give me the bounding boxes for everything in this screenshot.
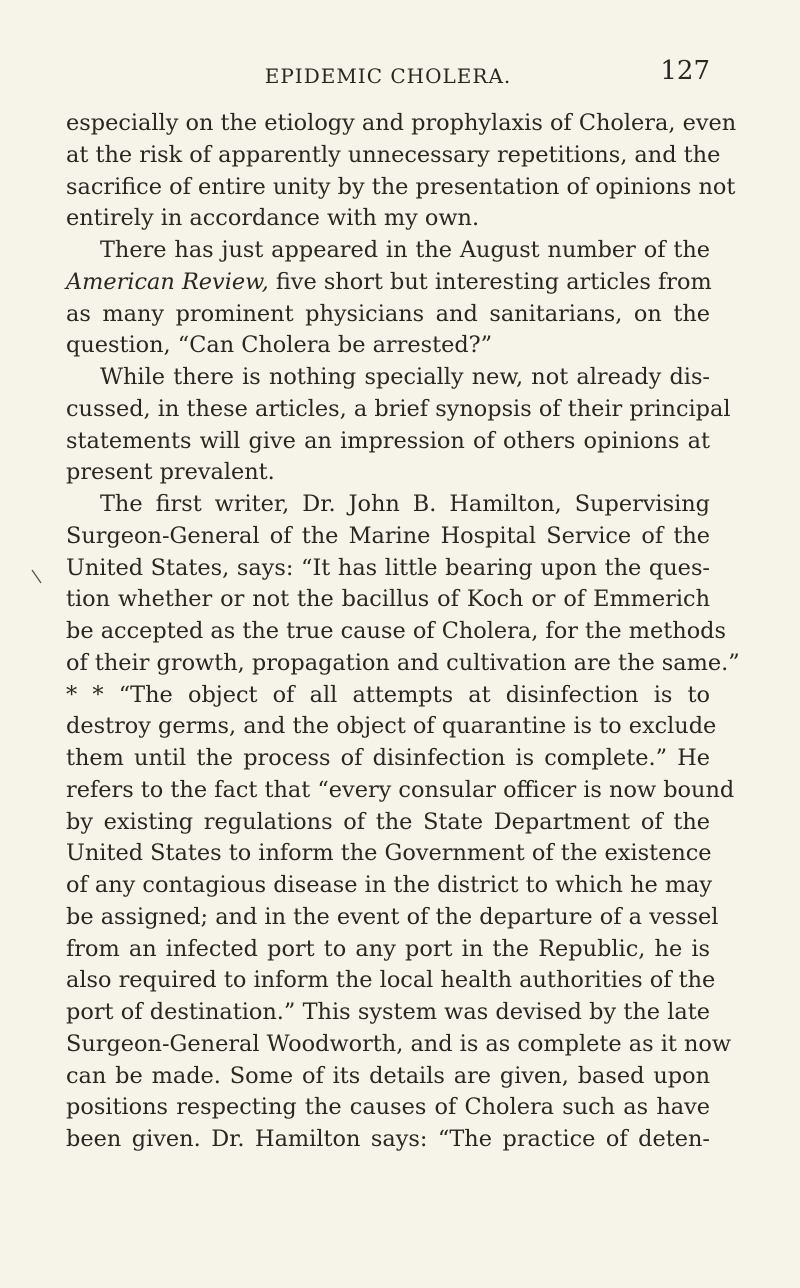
text-line: destroy germs, and the object of quarantine is to exclude [66,713,717,740]
text-line: positions respecting the causes of Cholera such as have [66,1094,710,1121]
text-line: be assigned; and in the event of the departure of a vessel [66,903,719,930]
text-line: Surgeon-General Woodworth, and is as complete as it now [66,1030,732,1057]
text-line: also required to inform the local health authorities of the [66,967,716,994]
text-line: While there is nothing specially new, not already dis- [100,364,710,390]
text-line: them until the process of disinfection is complete.” He [66,745,710,771]
text-line: of their growth, propagation and cultivation are the same.” [66,649,740,676]
text-line: The first writer, Dr. John B. Hamilton, Supervising [100,491,710,517]
text-line: from an infected port to any port in the Republic, he is [66,935,710,962]
text-line: cussed, in these articles, a brief synopsis of their principal [66,395,731,422]
text-line: entirely in accordance with my own. [66,205,480,232]
pencil-margin-mark-icon [30,568,44,586]
text-line: sacrifice of entire unity by the presentation of opinions not [66,173,736,200]
text-line: port of destination.” This system was devised by the late [66,999,710,1025]
text-line: at the risk of apparently unnecessary repetitions, and the [66,141,721,168]
text-line: statements will give an impression of others opinions at [66,427,710,454]
text-line: refers to the fact that “every consular officer is now bound [66,776,735,803]
text-line: * * “The object of all attempts at disinfection is to [66,681,710,708]
page-number: 127 [660,56,710,86]
journal-title: American Review, [66,268,269,295]
text-line: present prevalent. [66,459,275,486]
text-line: Surgeon-General of the Marine Hospital Service of the [66,522,710,549]
text-line: as many prominent physicians and sanitarians, on the [66,300,710,327]
text-line: question, “Can Cholera be arrested?” [66,332,493,359]
text-line: There has just appeared in the August number of the [100,237,710,263]
text-line: United States, says: “It has little bearing upon the ques- [66,554,710,581]
text-line: can be made. Some of its details are given, based upon [66,1062,710,1089]
running-head [66,56,710,96]
text-line: been given. Dr. Hamilton says: “The practice of deten- [66,1126,710,1152]
text-line: United States to inform the Government of the existence [66,840,712,867]
body-text [66,108,740,1156]
text-line: be accepted as the true cause of Cholera, for the methods [66,618,727,644]
text-line: tion whether or not the bacillus of Koch or of Emmerich [66,586,710,613]
text-line: of any contagious disease in the district to which he may [66,872,713,898]
text-line: by existing regulations of the State Department of the [66,808,710,835]
text-line: especially on the etiology and prophylaxis of Cholera, even [66,110,737,136]
running-title: EPIDEMIC CHOLERA. [264,64,512,88]
text-line: American Review, five short but interesting articles from [66,268,712,295]
